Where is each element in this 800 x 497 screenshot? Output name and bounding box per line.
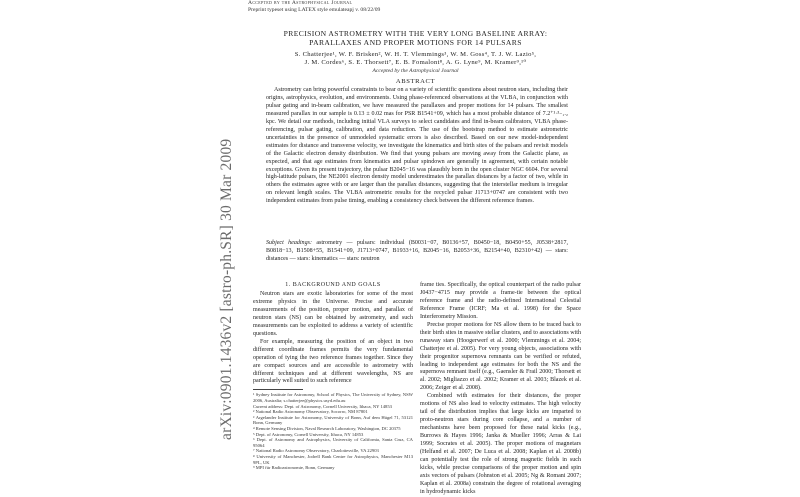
preprint-header	[248, 0, 380, 13]
footnotes	[253, 392, 413, 470]
footnote: Current address: Dept. of Astronomy, Cornell University, Ithaca, NY 14853	[253, 403, 392, 409]
footnote: ⁵ Dept. of Astronomy, Cornell University, Ithaca, NY 14853	[253, 431, 364, 437]
footnote-divider	[253, 389, 303, 390]
subject-headings	[266, 240, 568, 264]
left-column	[253, 282, 413, 471]
footnote: ⁴ Remote Sensing Division, Naval Research Laboratory, Washington, DC 20375	[253, 426, 401, 431]
subject-headings-label: Subject headings:	[266, 240, 312, 246]
section-heading: 1. BACKGROUND AND GOALS	[285, 282, 381, 288]
footnote: ³ Argelander Institute for Astronomy, University of Bonn, Auf dem Hügel 71, 53121 Bonn, Germany	[253, 414, 413, 426]
paper-title	[248, 30, 583, 48]
subject-headings-text: astrometry — pulsars: individual (B0031−07, B0136+57, B0450−18, B0450+55, J0538+2817, B0818−13, B1508+55, B1541+09, J1713+0747, B1933+16, B2045−16, B2053+36, B2154+40, B2310+42) — stars: distances — stars: kinematics — stars: neutron	[266, 240, 568, 262]
arxiv-identifier[interactable]: arXiv:0901.1436v2 [astro-ph.SR] 30 Mar 2009	[218, 138, 235, 440]
abstract-text: Astrometry can bring powerful constraints to bear on a variety of scientific questions about neutron stars, including their origins, astrophysics, evolution, and environments. Using phase-referenced observations at the VLBA, in conjunction with pulsar gating and in-beam calibration, we have measured the parallaxes and proper motions for 14 pulsars. The smallest measured parallax in our sample is 0.13 ± 0.02 mas for PSR B1541+09, which has a most probable distance of 7.2⁺¹·³₋₁.₂ kpc. We detail our methods, including initial VLA surveys to select candidates and find in-beam calibrators, VLBA phase-referencing, pulsar gating, calibration, and data reduction. The use of the bootstrap method to estimate astrometric uncertainties in the presence of unmodeled systematic errors is also described. Based on our new model-independent estimates for distance and transverse velocity, we investigate the kinematics and birth sites of the pulsars and revisit models of the Galactic electron density distribution. We find that young pulsars are moving away from the Galactic plane, as expected, and that age estimates from kinematics and pulsar spindown are generally in agreement, with certain notable exceptions. Given its present trajectory, the pulsar B2045−16 was plausibly born in the open cluster NGC 6604. For several high-latitude pulsars, the NE2001 electron density model underestimates the parallax distances by a factor of two, while in others the estimates agree with or are larger than the parallax distances, suggesting that the interstellar medium is irregular on relevant length scales. The VLBA astrometric results for the recycled pulsar J1713+0747 are consistent with two independent estimates from pulse timing, enabling a consistency check between the different reference frames.	[266, 87, 568, 205]
footnote: ⁸ University of Manchester, Jodrell Bank Centre for Astrophysics, Manchester M13 9PL, UK	[253, 453, 413, 465]
footnote: ¹ Sydney Institute for Astronomy, School of Physics, The University of Sydney, NSW 2006, Australia; s.chatterjee@physics.usyd.edu.au	[253, 392, 413, 404]
footnote: ² National Radio Astronomy Observatory, Socorro, NM 87801	[253, 409, 368, 415]
abstract-heading: ABSTRACT	[395, 78, 436, 85]
footnote: ⁶ Dept. of Astronomy and Astrophysics, University of California, Santa Cruz, CA 95064	[253, 437, 413, 448]
right-column	[420, 282, 581, 497]
body-paragraph-1: frame ties. Specifically, the optical counterpart of the radio pulsar J0437−4715 may provide a frame-tie between the optical reference frame and the radio-defined International Celestial Reference Frame (ICRF; Ma et al. 1998) for the Space Interferometry Mission.	[420, 282, 581, 320]
intro-paragraph-2: For example, measuring the position of an object in two different coordinate frames permits the very fundamental operation of tying the two reference frames together. Since they are compact sources and are accessible to astrometry with different techniques and at different wavelengths, NS are particularly well suited to such reference	[253, 338, 413, 385]
footnote: ⁷ National Radio Astronomy Observatory, Charlottesville, VA 22903	[253, 448, 379, 454]
author-list	[258, 51, 573, 68]
body-paragraph-2: Precise proper motions for NS allow them to be traced back to their birth sites in massive stellar clusters, and to associations with runaway stars (Hoogerwerf et al. 2000; Vlemmings et al. 2004; Chatterjee et al. 2005). For very young objects, associations with their progenitor supernova remnants can be verified or refuted, leading to independent age estimates for both the NS and the supernova remnant itself (e.g., Gaensler & Frail 2000; Thorsett et al. 2002; Migliazzo et al. 2002; Kramer et al. 2003; Blazek et al. 2006; Zeiger et al. 2008).	[420, 321, 581, 392]
intro-paragraph-1: Neutron stars are exotic laboratories for some of the most extreme physics in the Universe. Precise and accurate measurements of the position, proper motion, and parallax of neutron stars (NS) can be obtained by astrometry, and such measurements can be exploited to address a variety of scientific questions.	[253, 291, 413, 337]
title-line-1: PRECISION ASTROMETRY WITH THE VERY LONG BASELINE ARRAY:	[283, 29, 548, 38]
title-line-2: PARALLAXES AND PROPER MOTIONS FOR 14 PULSARS	[309, 37, 522, 47]
journal-note: Accepted by the Astrophysical Journal	[248, 0, 353, 6]
authors-line-2: J. M. Cordes⁶, S. E. Thorsett⁷, E. B. Fomalont⁸, A. G. Lyne⁹, M. Kramer⁹,¹⁰	[304, 59, 527, 67]
typeset-note: Preprint typeset using LATEX style emulateapj v. 08/22/09	[248, 6, 381, 13]
footnote: ⁹ MPI für Radioastronomie, Bonn, Germany	[253, 465, 335, 471]
authors-line-1: S. Chatterjee¹, W. F. Brisken², W. H. T. Vlemmings³, W. M. Goss⁴, T. J. W. Lazio⁵,	[294, 51, 537, 58]
body-paragraph-3: Combined with estimates for their distances, the proper motions of NS also lead to velocity estimates. The high velocity tail of the distribution implies that large kicks are imparted to proto-neutron stars during core collapse, and a number of mechanisms have been proposed for these natal kicks (e.g., Burrows & Hayes 1996; Janka & Mueller 1996; Arras & Lai 1999; Socrates et al. 2005). The proper motions of magnetars (Helfand et al. 2007; De Luca et al. 2008; Kaplan et al. 2008b) can potentially test the role of strong magnetic fields in such kicks, while precise comparisons of the proper motion and spin axis vectors of pulsars (Johnston et al. 2005; Ng & Romani 2007; Kaplan et al. 2008a) constrain the degree of rotational averaging in hydrodynamic kicks	[420, 393, 581, 495]
acceptance-note: Accepted by the Astrophysical Journal	[372, 68, 459, 74]
